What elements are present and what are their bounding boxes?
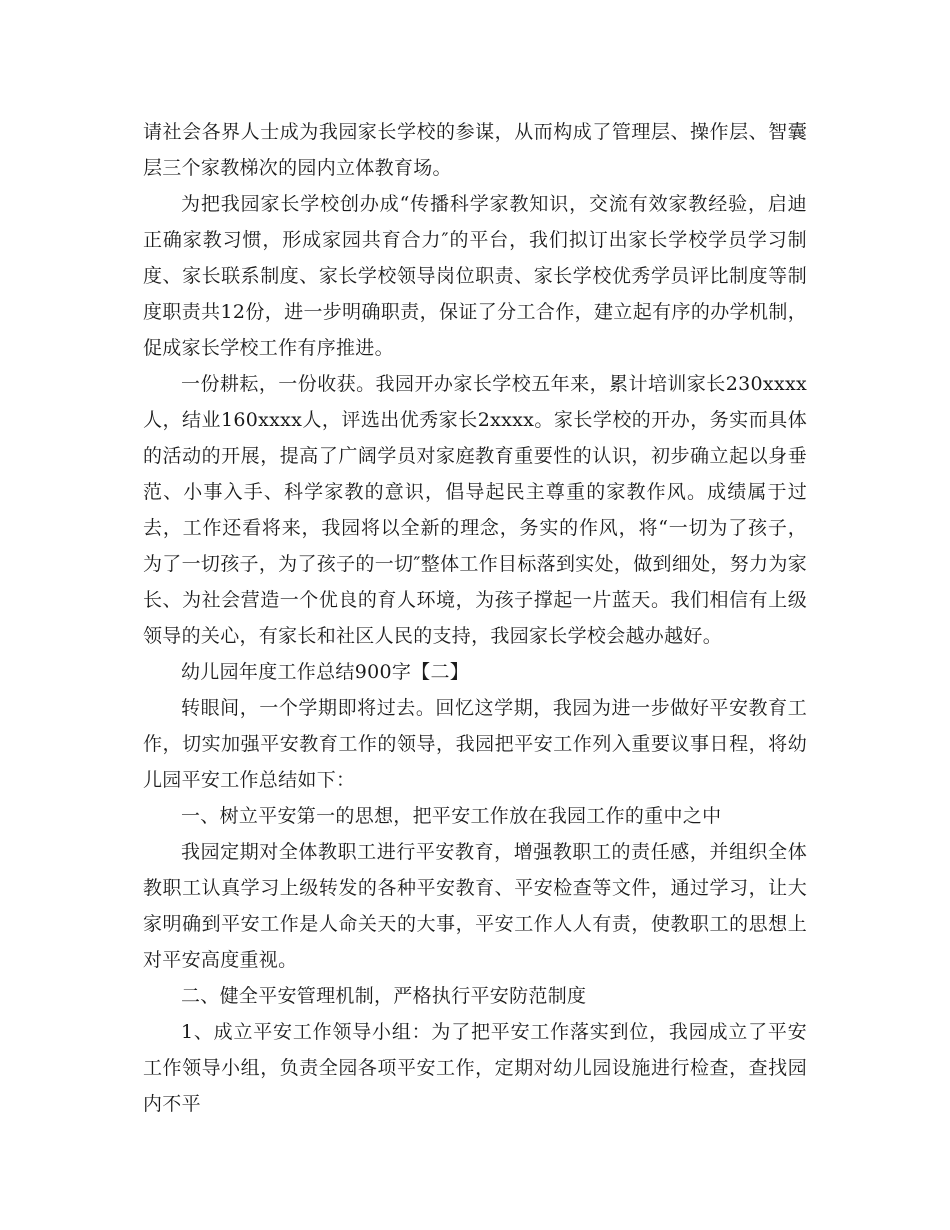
paragraph-9: 1、成立平安工作领导小组：为了把平安工作落实到位，我园成立了平安工作领导小组，负责全园各项平安工作，定期对幼儿园设施进行检查，查找园内不平 [143,1021,807,1115]
paragraph-7: 我园定期对全体教职工进行平安教育，增强教职工的责任感，并组织全体教职工认真学习上级转发的各种平安教育、平安检查等文件，通过学习，让大家明确到平安工作是人命关天的大事，平安工作人人有责，使教职工的思想上对平安高度重视。 [143,841,807,971]
document-body [143,114,807,1122]
section-heading-2: 幼儿园年度工作总结900字【二】 [181,661,470,683]
paragraph-5: 转眼间，一个学期即将过去。回忆这学期，我园为进一步做好平安教育工作，切实加强平安教育工作的领导，我园把平安工作列入重要议事日程，将幼儿园平安工作总结如下： [143,697,807,791]
paragraph-2: 为把我园家长学校创办成“传播科学家教知识，交流有效家教经验，启迪正确家教习惯，形成家园共育合力″的平台，我们拟订出家长学校学员学习制度、家长联系制度、家长学校领导岗位职责、家长学校优秀学员评比制度等制度职责共12份，进一步明确职责，保证了分工合作，建立起有序的办学机制，促成家长学校工作有序推进。 [143,193,807,359]
paragraph-1: 请社会各界人士成为我园家长学校的参谋，从而构成了管理层、操作层、智囊层三个家教梯次的园内立体教育场。 [143,121,807,179]
paragraph-3: 一份耕耘，一份收获。我园开办家长学校五年来，累计培训家长230xxxx人，结业160xxxx人，评选出优秀家长2xxxx。家长学校的开办，务实而具体的活动的开展，提高了广阔学员对家庭教育重要性的认识，初步确立起以身垂范、小事入手、科学家教的意识，倡导起民主尊重的家教作风。成绩属于过去，工作还看将来，我园将以全新的理念，务实的作风，将“一切为了孩子，为了一切孩子，为了孩子的一切″整体工作目标落到实处，做到细处，努力为家长、为社会营造一个优良的育人环境，为孩子撑起一片蓝天。我们相信有上级领导的关心，有家长和社区人民的支持，我园家长学校会越办越好。 [143,373,807,647]
section-heading-safety-first: 一、树立平安第一的思想，把平安工作放在我园工作的重中之中 [181,805,722,827]
section-heading-safety-mechanism: 二、健全平安管理机制，严格执行平安防范制度 [181,985,587,1007]
